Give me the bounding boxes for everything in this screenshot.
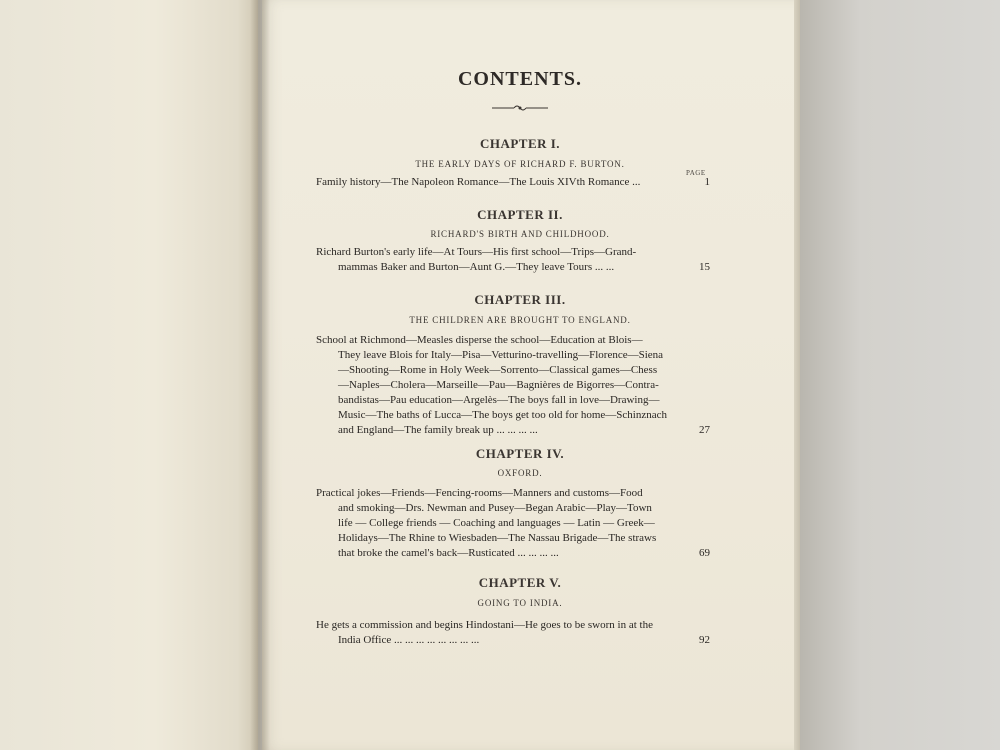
- chapter-5-entry: [316, 618, 716, 648]
- page-number: 27: [699, 424, 710, 436]
- chapter-heading: CHAPTER V.: [478, 575, 562, 590]
- entry-line: Music—The baths of Lucca—The boys get too old for home—Schinznach: [338, 409, 668, 421]
- chapter-heading: CHAPTER III.: [474, 292, 566, 307]
- page-number: 1: [704, 176, 710, 188]
- contents-header: [310, 60, 730, 115]
- page-number: 92: [699, 634, 710, 646]
- chapter-2-block: [310, 207, 730, 239]
- entry-line: They leave Blois for Italy—Pisa—Vetturino-travelling—Florence—Siena: [338, 349, 664, 361]
- entry-line: Practical jokes—Friends—Fencing-rooms—Manners and customs—Food: [316, 487, 643, 499]
- entry-line: and England—The family break up ... ... ... ...: [338, 424, 538, 436]
- chapter-heading: CHAPTER I.: [479, 136, 561, 151]
- chapter-4-block: [310, 446, 730, 478]
- page-number: 69: [699, 547, 710, 559]
- entry-line: and smoking—Drs. Newman and Pusey—Began Arabic—Play—Town: [338, 502, 652, 514]
- chapter-2-entry: [316, 245, 716, 275]
- entry-line: Richard Burton's early life—At Tours—His first school—Trips—Grand-: [316, 246, 637, 258]
- chapter-5-block: [310, 575, 730, 608]
- entry-line: Holidays—The Rhine to Wiesbaden—The Nassau Brigade—The straws: [338, 532, 657, 544]
- chapter-subtitle: THE CHILDREN ARE BROUGHT TO ENGLAND.: [409, 315, 631, 325]
- table-background: [800, 0, 1000, 750]
- entry-line: life — College friends — Coaching and languages — Latin — Greek—: [338, 517, 655, 529]
- chapter-subtitle: THE EARLY DAYS OF RICHARD F. BURTON.: [415, 159, 625, 169]
- page-number: 15: [699, 261, 710, 273]
- book-gutter: [250, 0, 270, 750]
- chapter-3-entry: [316, 333, 716, 438]
- entry-line: mammas Baker and Burton—Aunt G.—They leave Tours ... ...: [338, 261, 615, 273]
- ornament-divider: [310, 103, 730, 115]
- chapter-heading: CHAPTER II.: [477, 207, 563, 222]
- entry-line: that broke the camel's back—Rusticated ... ... ... ...: [338, 547, 559, 559]
- page-column-label: PAGE: [686, 169, 706, 177]
- entry-line: India Office ... ... ... ... ... ... ... ...: [338, 634, 480, 646]
- entry-line: Family history—The Napoleon Romance—The Louis XIVth Romance ...: [316, 176, 641, 188]
- left-page: [0, 0, 258, 750]
- chapter-subtitle: RICHARD'S BIRTH AND CHILDHOOD.: [430, 229, 610, 239]
- entry-line: bandistas—Pau education—Argelès—The boys fall in love—Drawing—: [338, 394, 660, 406]
- entry-line: School at Richmond—Measles disperse the school—Education at Blois—: [316, 334, 643, 346]
- chapter-heading: CHAPTER IV.: [475, 446, 565, 461]
- chapter-4-entry: [316, 486, 716, 561]
- chapter-1-entry: [316, 175, 716, 190]
- entry-line: —Shooting—Rome in Holy Week—Sorrento—Classical games—Chess: [338, 364, 658, 376]
- chapter-subtitle: GOING TO INDIA.: [477, 598, 563, 608]
- ornament-divider-icon: [490, 103, 550, 113]
- chapter-subtitle: OXFORD.: [497, 468, 543, 478]
- entry-line: —Naples—Cholera—Marseille—Pau—Bagnières de Bigorres—Contra-: [338, 379, 659, 391]
- chapter-1-block: [310, 136, 730, 169]
- entry-line: He gets a commission and begins Hindostani—He goes to be sworn in at the: [316, 619, 653, 631]
- chapter-3-block: [310, 292, 730, 325]
- contents-title: CONTENTS.: [457, 68, 583, 90]
